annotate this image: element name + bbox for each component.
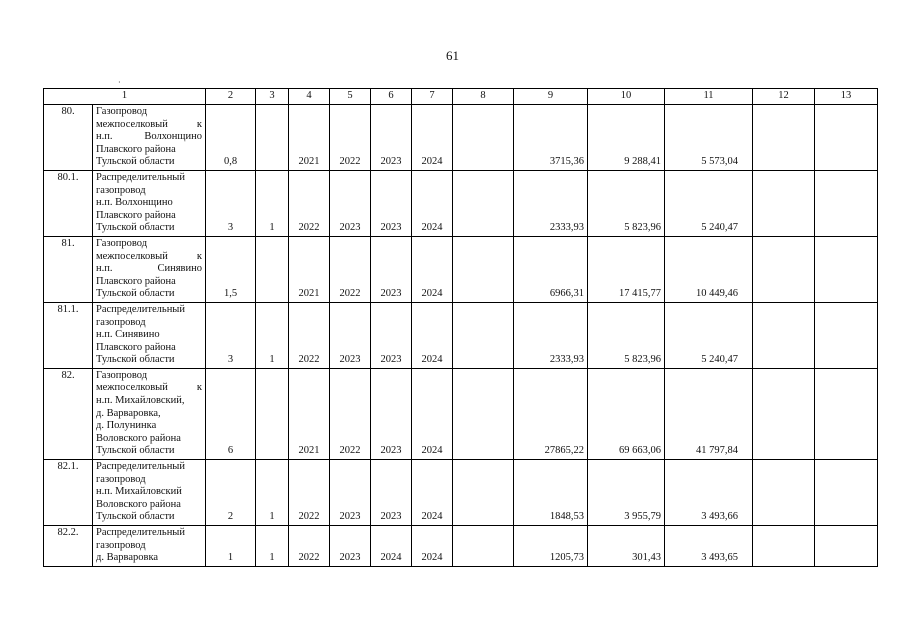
length-cell: 1 bbox=[206, 526, 256, 567]
name-line-right: Синявино bbox=[157, 263, 202, 275]
name-line: д. Варваровка bbox=[96, 552, 159, 564]
table-row bbox=[44, 526, 878, 567]
year-cell: 2022 bbox=[289, 460, 330, 526]
object-name bbox=[93, 460, 206, 526]
header-cell: 8 bbox=[453, 89, 514, 105]
amount-cell: 5 823,96 bbox=[588, 170, 665, 236]
count-cell: 1 bbox=[256, 170, 289, 236]
header-cell: 13 bbox=[815, 89, 878, 105]
name-line: Распределительный bbox=[96, 461, 185, 473]
page-number: 61 bbox=[446, 48, 459, 63]
amount-cell: 9 288,41 bbox=[588, 105, 665, 171]
name-line-left: межпоселковый bbox=[96, 250, 168, 262]
empty-cell bbox=[753, 368, 815, 459]
amount-cell: 5 823,96 bbox=[588, 302, 665, 368]
header-cell: 5 bbox=[330, 89, 371, 105]
year-cell: 2021 bbox=[289, 368, 330, 459]
name-line: н.п. Михайловский, bbox=[96, 395, 185, 407]
empty-cell bbox=[815, 368, 878, 459]
amount-cell: 301,43 bbox=[588, 526, 665, 567]
year-cell: 2023 bbox=[330, 302, 371, 368]
header-cell: 10 bbox=[588, 89, 665, 105]
count-cell bbox=[256, 236, 289, 302]
empty-cell bbox=[753, 302, 815, 368]
empty-cell bbox=[453, 526, 514, 567]
amount-cell: 5 240,47 bbox=[665, 170, 753, 236]
name-line bbox=[96, 119, 202, 132]
amount-cell: 1848,53 bbox=[514, 460, 588, 526]
amount-cell: 3 955,79 bbox=[588, 460, 665, 526]
year-cell: 2023 bbox=[371, 368, 412, 459]
empty-cell bbox=[815, 526, 878, 567]
name-line-right: Волхонщино bbox=[144, 131, 202, 143]
row-number: 82. bbox=[44, 368, 93, 459]
name-line bbox=[96, 382, 202, 395]
name-line: Распределительный bbox=[96, 303, 185, 315]
year-cell: 2024 bbox=[412, 170, 453, 236]
year-cell: 2023 bbox=[330, 526, 371, 567]
count-cell: 1 bbox=[256, 526, 289, 567]
header-cell: 3 bbox=[256, 89, 289, 105]
header-cell: 1 bbox=[44, 89, 206, 105]
name-line: газопровод bbox=[96, 184, 146, 196]
name-line: н.п. Михайловский bbox=[96, 486, 182, 498]
name-line bbox=[96, 131, 202, 144]
row-number: 82.2. bbox=[44, 526, 93, 567]
amount-cell: 5 240,47 bbox=[665, 302, 753, 368]
row-number: 81.1. bbox=[44, 302, 93, 368]
empty-cell bbox=[815, 105, 878, 171]
name-line-left: н.п. bbox=[96, 263, 113, 275]
year-cell: 2022 bbox=[289, 526, 330, 567]
name-line-right: к bbox=[196, 250, 202, 262]
header-cell: 12 bbox=[753, 89, 815, 105]
name-line: Тульской области bbox=[96, 156, 175, 168]
name-line: Тульской области bbox=[96, 354, 175, 366]
year-cell: 2022 bbox=[330, 105, 371, 171]
empty-cell bbox=[753, 460, 815, 526]
amount-cell: 2333,93 bbox=[514, 170, 588, 236]
amount-cell: 41 797,84 bbox=[665, 368, 753, 459]
table-row bbox=[44, 236, 878, 302]
object-name bbox=[93, 526, 206, 567]
length-cell: 6 bbox=[206, 368, 256, 459]
count-cell: 1 bbox=[256, 302, 289, 368]
name-line: Тульской области bbox=[96, 288, 175, 300]
length-cell: 0,8 bbox=[206, 105, 256, 171]
amount-cell: 17 415,77 bbox=[588, 236, 665, 302]
name-line: н.п. Синявино bbox=[96, 329, 160, 341]
empty-cell bbox=[753, 170, 815, 236]
name-line: Плавского района bbox=[96, 143, 176, 155]
name-line: Газопровод bbox=[96, 369, 148, 381]
name-line: Тульской области bbox=[96, 445, 175, 457]
object-name bbox=[93, 302, 206, 368]
object-name bbox=[93, 170, 206, 236]
name-line: д. Варваровка, bbox=[96, 407, 161, 419]
empty-cell bbox=[453, 368, 514, 459]
header-cell: 9 bbox=[514, 89, 588, 105]
header-cell: 6 bbox=[371, 89, 412, 105]
year-cell: 2022 bbox=[289, 302, 330, 368]
name-line bbox=[96, 263, 202, 276]
amount-cell: 3715,36 bbox=[514, 105, 588, 171]
empty-cell bbox=[815, 460, 878, 526]
length-cell: 3 bbox=[206, 170, 256, 236]
year-cell: 2022 bbox=[330, 236, 371, 302]
name-line: газопровод bbox=[96, 473, 146, 485]
name-line: Распределительный bbox=[96, 527, 185, 538]
name-line: Газопровод bbox=[96, 106, 148, 117]
year-cell: 2023 bbox=[371, 460, 412, 526]
name-line: Газопровод bbox=[96, 237, 148, 249]
year-cell: 2022 bbox=[289, 170, 330, 236]
header-cell: 2 bbox=[206, 89, 256, 105]
amount-cell: 3 493,65 bbox=[665, 526, 753, 567]
row-number: 82.1. bbox=[44, 460, 93, 526]
empty-cell bbox=[453, 236, 514, 302]
name-line: Воловского района bbox=[96, 498, 181, 510]
year-cell: 2024 bbox=[371, 526, 412, 567]
count-cell bbox=[256, 105, 289, 171]
scan-mark: · bbox=[118, 78, 121, 87]
table-row bbox=[44, 105, 878, 171]
amount-cell: 3 493,66 bbox=[665, 460, 753, 526]
year-cell: 2023 bbox=[330, 170, 371, 236]
amount-cell: 2333,93 bbox=[514, 302, 588, 368]
year-cell: 2023 bbox=[371, 105, 412, 171]
header-row bbox=[44, 89, 878, 105]
year-cell: 2024 bbox=[412, 526, 453, 567]
empty-cell bbox=[753, 105, 815, 171]
year-cell: 2021 bbox=[289, 105, 330, 171]
year-cell: 2023 bbox=[371, 170, 412, 236]
name-line: Воловского района bbox=[96, 432, 181, 444]
name-line: Плавского района bbox=[96, 275, 176, 287]
table-row bbox=[44, 302, 878, 368]
count-cell bbox=[256, 368, 289, 459]
year-cell: 2022 bbox=[330, 368, 371, 459]
amount-cell: 5 573,04 bbox=[665, 105, 753, 171]
year-cell: 2023 bbox=[371, 236, 412, 302]
name-line-left: межпоселковый bbox=[96, 118, 168, 130]
name-line-right: к bbox=[196, 382, 202, 394]
header-cell: 7 bbox=[412, 89, 453, 105]
year-cell: 2024 bbox=[412, 460, 453, 526]
empty-cell bbox=[453, 302, 514, 368]
name-line: Распределительный bbox=[96, 171, 185, 183]
row-number: 80. bbox=[44, 105, 93, 171]
name-line-left: межпоселковый bbox=[96, 382, 168, 394]
name-line: Плавского района bbox=[96, 341, 176, 353]
year-cell: 2023 bbox=[371, 302, 412, 368]
name-line: н.п. Волхонщино bbox=[96, 197, 173, 209]
length-cell: 2 bbox=[206, 460, 256, 526]
object-name bbox=[93, 368, 206, 459]
object-name bbox=[93, 236, 206, 302]
table-row bbox=[44, 368, 878, 459]
empty-cell bbox=[815, 236, 878, 302]
name-line: Плавского района bbox=[96, 209, 176, 221]
name-line: газопровод bbox=[96, 539, 146, 551]
name-line: Тульской области bbox=[96, 511, 175, 523]
empty-cell bbox=[453, 105, 514, 171]
header-cell: 11 bbox=[665, 89, 753, 105]
amount-cell: 27865,22 bbox=[514, 368, 588, 459]
table-row bbox=[44, 460, 878, 526]
amount-cell: 6966,31 bbox=[514, 236, 588, 302]
row-number: 81. bbox=[44, 236, 93, 302]
year-cell: 2021 bbox=[289, 236, 330, 302]
empty-cell bbox=[453, 170, 514, 236]
header-cell: 4 bbox=[289, 89, 330, 105]
year-cell: 2024 bbox=[412, 105, 453, 171]
empty-cell bbox=[753, 236, 815, 302]
table-row bbox=[44, 170, 878, 236]
year-cell: 2024 bbox=[412, 302, 453, 368]
amount-cell: 10 449,46 bbox=[665, 236, 753, 302]
amount-cell: 69 663,06 bbox=[588, 368, 665, 459]
count-cell: 1 bbox=[256, 460, 289, 526]
empty-cell bbox=[815, 170, 878, 236]
year-cell: 2024 bbox=[412, 236, 453, 302]
empty-cell bbox=[453, 460, 514, 526]
length-cell: 3 bbox=[206, 302, 256, 368]
year-cell: 2024 bbox=[412, 368, 453, 459]
name-line: Тульской области bbox=[96, 222, 175, 234]
name-line bbox=[96, 251, 202, 264]
length-cell: 1,5 bbox=[206, 236, 256, 302]
name-line: газопровод bbox=[96, 316, 146, 328]
row-number: 80.1. bbox=[44, 170, 93, 236]
amount-cell: 1205,73 bbox=[514, 526, 588, 567]
name-line-left: н.п. bbox=[96, 131, 113, 143]
empty-cell bbox=[815, 302, 878, 368]
document-table bbox=[43, 88, 878, 567]
empty-cell bbox=[753, 526, 815, 567]
name-line: д. Полунинка bbox=[96, 420, 157, 432]
year-cell: 2023 bbox=[330, 460, 371, 526]
object-name bbox=[93, 105, 206, 171]
name-line-right: к bbox=[196, 118, 202, 130]
